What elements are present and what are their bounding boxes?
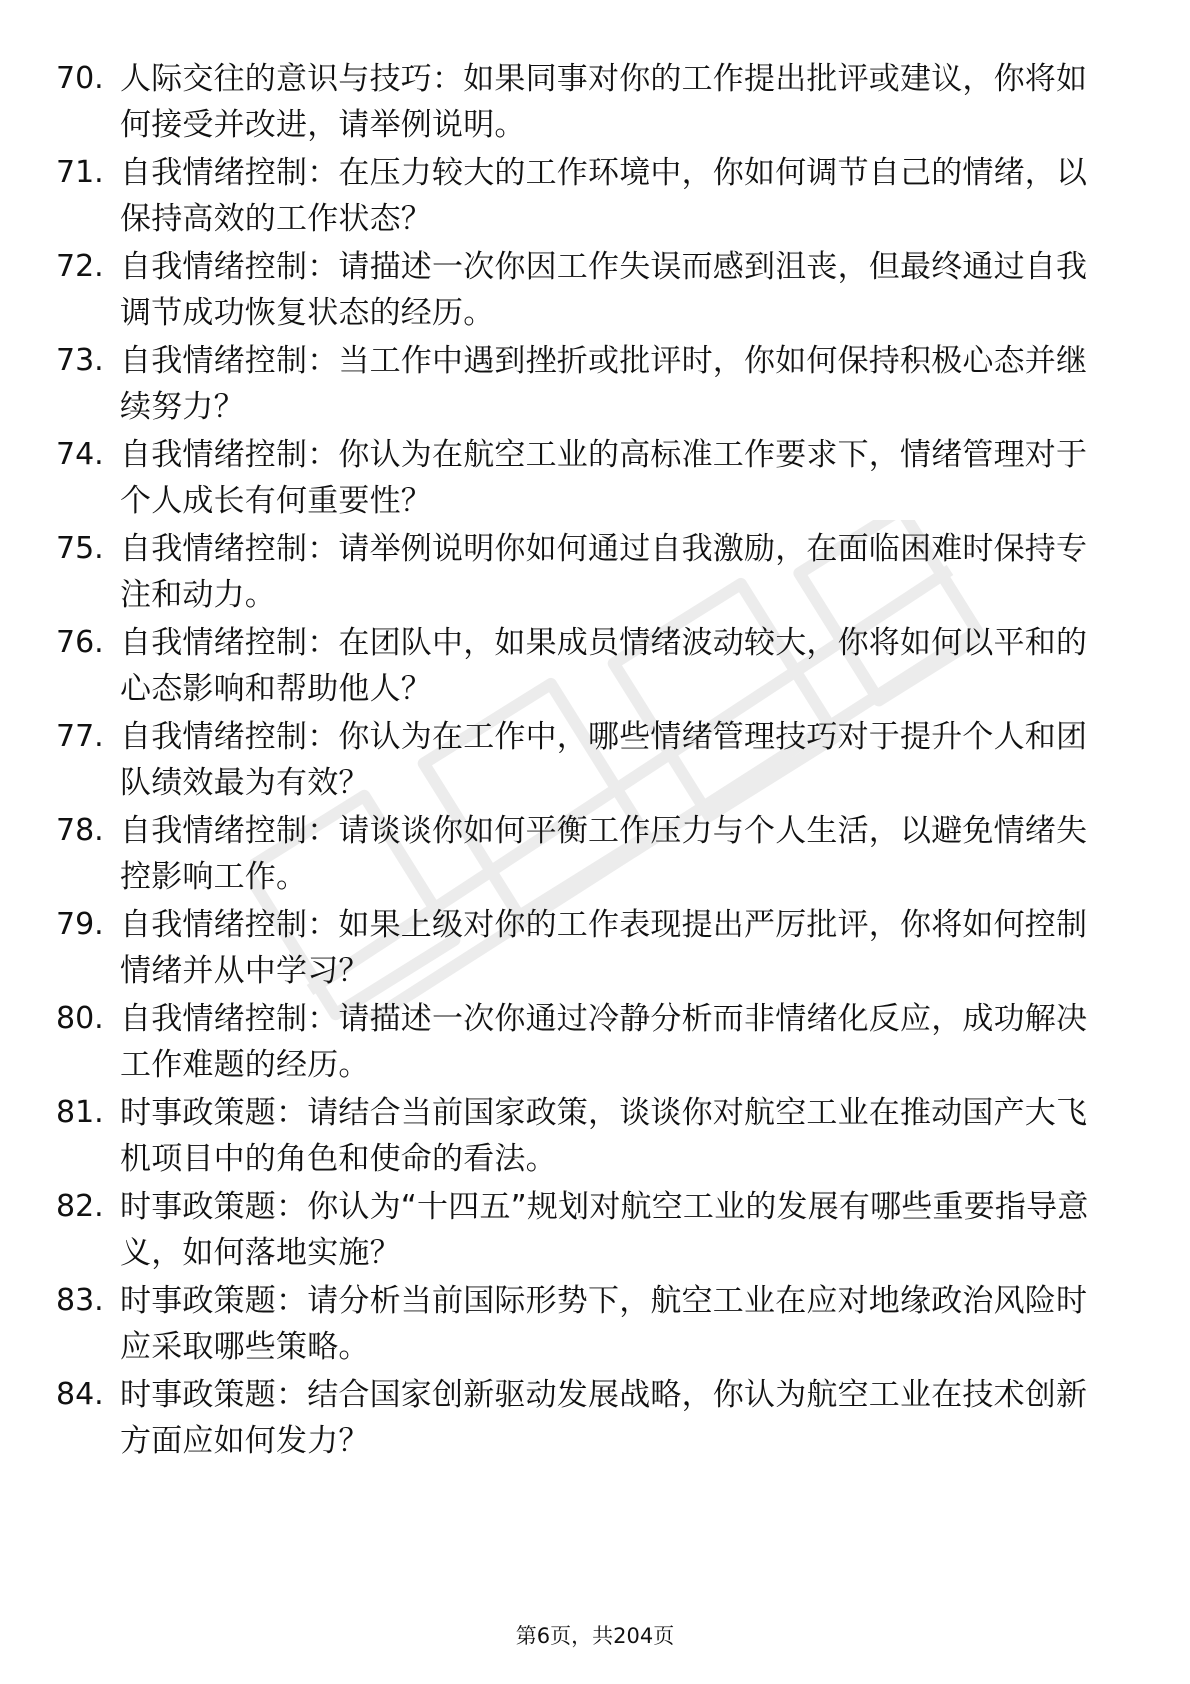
question-item <box>56 1278 1116 1372</box>
question-number: 83. <box>56 1283 104 1318</box>
question-item <box>56 714 1116 808</box>
question-text: 自我情绪控制：如果上级对你的工作表现提出严厉批评，你将如何控制情绪并从中学习？ <box>120 907 1088 989</box>
question-text: 时事政策题：请分析当前国际形势下，航空工业在应对地缘政治风险时应采取哪些策略。 <box>120 1283 1088 1365</box>
question-number: 70. <box>56 61 104 96</box>
question-text: 自我情绪控制：请举例说明你如何通过自我激励，在面临困难时保持专注和动力。 <box>120 531 1088 613</box>
question-item <box>56 244 1116 338</box>
question-text: 自我情绪控制：请描述一次你通过冷静分析而非情绪化反应，成功解决工作难题的经历。 <box>120 1001 1088 1083</box>
question-text: 自我情绪控制：请描述一次你因工作失误而感到沮丧，但最终通过自我调节成功恢复状态的经历。 <box>120 249 1088 331</box>
question-number: 73. <box>56 343 104 378</box>
question-number: 79. <box>56 907 104 942</box>
question-number: 75. <box>56 531 104 566</box>
question-item <box>56 1090 1116 1184</box>
question-item <box>56 1184 1116 1278</box>
question-number: 77. <box>56 719 104 754</box>
question-text: 时事政策题：结合国家创新驱动发展战略，你认为航空工业在技术创新方面应如何发力？ <box>120 1377 1088 1459</box>
question-text: 时事政策题：请结合当前国家政策，谈谈你对航空工业在推动国产大飞机项目中的角色和使命的看法。 <box>120 1095 1088 1177</box>
question-text: 自我情绪控制：在压力较大的工作环境中，你如何调节自己的情绪，以保持高效的工作状态？ <box>120 155 1088 237</box>
question-text: 自我情绪控制：请谈谈你如何平衡工作压力与个人生活，以避免情绪失控影响工作。 <box>120 813 1088 895</box>
page-number-footer: 第6页，共204页 <box>515 1624 675 1648</box>
question-item <box>56 56 1116 150</box>
question-number: 72. <box>56 249 104 284</box>
question-text: 人际交往的意识与技巧：如果同事对你的工作提出批评或建议，你将如何接受并改进，请举例说明。 <box>120 61 1088 143</box>
question-item <box>56 338 1116 432</box>
question-item <box>56 150 1116 244</box>
question-number: 82. <box>56 1189 104 1224</box>
question-item <box>56 526 1116 620</box>
question-number: 80. <box>56 1001 104 1036</box>
question-number: 76. <box>56 625 104 660</box>
question-list <box>56 56 1116 1466</box>
question-item <box>56 902 1116 996</box>
question-text: 自我情绪控制：你认为在航空工业的高标准工作要求下，情绪管理对于个人成长有何重要性？ <box>120 437 1088 519</box>
question-number: 74. <box>56 437 104 472</box>
question-item <box>56 996 1116 1090</box>
question-item <box>56 432 1116 526</box>
question-text: 自我情绪控制：当工作中遇到挫折或批评时，你如何保持积极心态并继续努力？ <box>120 343 1088 425</box>
question-item <box>56 808 1116 902</box>
question-number: 84. <box>56 1377 104 1412</box>
question-number: 78. <box>56 813 104 848</box>
question-text: 自我情绪控制：在团队中，如果成员情绪波动较大，你将如何以平和的心态影响和帮助他人？ <box>120 625 1088 707</box>
question-number: 81. <box>56 1095 104 1130</box>
question-item <box>56 1372 1116 1466</box>
question-text: 时事政策题：你认为“十四五”规划对航空工业的发展有哪些重要指导意义，如何落地实施？ <box>120 1189 1089 1271</box>
question-item <box>56 620 1116 714</box>
question-number: 71. <box>56 155 104 190</box>
question-text: 自我情绪控制：你认为在工作中，哪些情绪管理技巧对于提升个人和团队绩效最为有效？ <box>120 719 1088 801</box>
